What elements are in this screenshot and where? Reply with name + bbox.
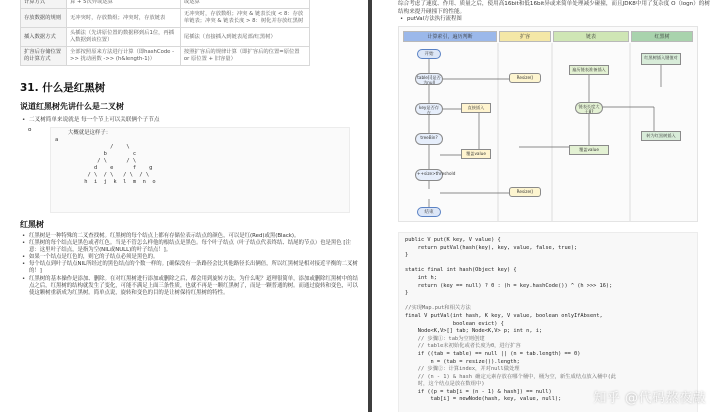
table-row [21,28,310,47]
table-row [21,0,310,9]
section-subtitle: 说道红黑树先讲什么是二叉树 [20,102,124,111]
red-black-tree-list [20,233,358,297]
flow-node: treeBin? [415,133,443,145]
code-line: // 步骤②：计算index，并对null做处理 [405,366,520,373]
table-cell: 按照扩容后的规律计算（即扩容后的位置=原位置 or 原位置 + 旧容量） [180,47,309,66]
table-cell: 计算方式 [21,0,67,9]
table-row [21,9,310,28]
flow-node: Resize() [509,73,541,83]
code-line: return (key == null) ? 0 : (h = key.hashCode()) ^ (h >>> 16); [405,282,613,289]
flow-node: 直接插入 [461,103,491,113]
flow-node: 开始 [417,49,441,59]
list-item: • 红黑树是一种特殊的二叉查找树。红黑树的每个结点上都有存储位表示结点的颜色，可以是红(Red)或黑(Black)。 [20,233,358,240]
code-line: boolean evict) { [405,320,504,327]
code-line: // (n - 1) & hash 确定元素存放在哪个桶中，桶为空，新生成结点放入桶中(此 [405,373,617,380]
code-line: int h; [405,274,437,281]
lane-header: 红黑树 [631,31,693,42]
flow-node: Resize() [509,187,541,197]
paragraph: 综合考虑了速度、作用、质量之后，使用高16bit和低16bit异或来简单处理减少碰撞，而且JDK8中用了复杂度 O（logn）的树结构来提升碰撞下的性能。 [398,1,710,15]
list-item: • putVal方法执行流程图 [398,16,714,23]
binary-tree-code-block: 大概就是这样子： a / \ b c / \ / \ d e f g / \ / \ / \ / \ h i j k l m n o [50,127,350,213]
code-line: if ((tab = table) == null || (n = tab.length) == 0) [405,350,581,357]
binary-tree-example [28,127,358,213]
lane-header: 链表 [553,31,629,42]
list-item: • 红黑树的每个结点是黑色或者红色。当是不管怎么样他的根结点是黑色。每个叶子结点（叶子结点代表终结、结尾的节点）也是黑色 [注意：这里叶子结点，是指为空(NIL或NULL)的叶子结点！]。 [20,240,358,254]
list-item: • 红黑树的基本操作是添加、删除。在对红黑树进行添加或删除之后，都会用到旋转方法。为什么呢？道理很简单，添加或删除红黑树中的结点之后，红黑树的结构就发生了变化，可能不满足上面三条性质，也就不再是一颗红黑树了，而是一颗普通的树。而通过旋转和变色，可以使这颗树重新成为红黑树。简单点说，旋转和变色的目的是让树保持红黑树的特性。 [20,276,358,297]
code-line: n = (tab = resize()).length; [405,358,520,365]
flow-node: 遍历链表准备插入 [569,65,609,75]
flow-node: 红黑树插入键值对 [641,53,681,65]
code-line: static final int hash(Object key) { [405,267,517,274]
table-cell: 尾插法（直接插入到链表尾部/红黑树） [180,28,309,47]
code-line: } [405,252,409,259]
lane-header: 计算索引，遍历判断 [403,31,497,42]
code-line: // 步骤①：tab为空则创建 [405,335,485,342]
list-item: • 每个结点到叶子结点NIL所经过的黑色结点的个数一样的。[确保没有一条路径会比其他路径长出俩倍，所以红黑树是相对接近平衡的二叉树的！] [20,261,358,275]
right-document-page [372,0,720,412]
flow-node: 链表长度大于8? [575,102,603,114]
list-item: • 如果一个结点是红色的，则它的子结点必须是黑色的。 [20,254,358,261]
flow-node: 结束 [417,207,441,217]
table-cell: 全部按照原来方法进行计算（即hashCode ->> 扰动函数 ->> (h&length-1)） [67,47,181,66]
code-line: public V put(K key, V value) { [405,237,501,243]
watermark-text: 知乎 @代码熬夜敲 [593,391,706,406]
table-cell: 或运算 [180,0,309,9]
table-cell: 无冲突时，存放数组；冲突 & 链表长度 < 8：存放单链表；冲突 & 链表长度 > 8：树化并存放红黑树 [180,9,309,28]
putval-code-block [398,232,698,412]
code-line: tab[i] = newNode(hash, key, value, null); [405,396,562,403]
code-line: //实现Map.put和相关方法 [405,305,471,312]
code-line: Node<K,V>[] tab; Node<K,V> p; int n, i; [405,328,543,335]
table-row [21,47,310,66]
putval-flowchart [398,26,698,222]
table-cell: 存放数据的规则 [21,9,67,28]
flow-node: 覆盖value [569,145,609,155]
code-line: 时，这个结点是放在数组中) [405,381,485,388]
table-cell: 头插法（先讲原位置的数据移到后1位，再插入数据到该位置） [67,28,181,47]
list-marker: o [28,127,32,133]
hashmap-comparison-table [20,0,310,66]
code-line: // table未初始化或者长度为0，进行扩容 [405,343,521,350]
flow-node: ++size>threshold [415,169,443,181]
table-cell: 无冲突时，存放数组；冲突时，存放链表 [67,9,181,28]
code-line: final V putVal(int hash, K key, V value, boolean onlyIfAbsent, [405,312,603,319]
table-cell: 扩容后存储位置的计算方式 [21,47,67,66]
code-line: } [405,290,409,297]
red-black-tree-heading: 红黑树 [20,220,44,229]
code-line: if ((p = tab[i = (n - 1) & hash]) == null) [405,388,552,395]
code-line: return putVal(hash(key), key, value, false, true); [405,244,578,251]
flow-node: 转为红黑树插入 [641,131,681,141]
flow-node: table[i]是否为null [415,73,443,85]
list-item: • 二叉树简单来说就是 每一个节上可以关联俩个子节点 [20,116,358,124]
table-cell: 算 + 5次异或运算 [67,0,181,9]
lane-header: 扩容 [499,31,551,42]
flow-node: 覆盖value [461,149,491,159]
section-title: 31. 什么是红黑树 [20,82,106,94]
table-cell: 插入数据方式 [21,28,67,47]
flow-node: key是否存在 [415,103,443,115]
